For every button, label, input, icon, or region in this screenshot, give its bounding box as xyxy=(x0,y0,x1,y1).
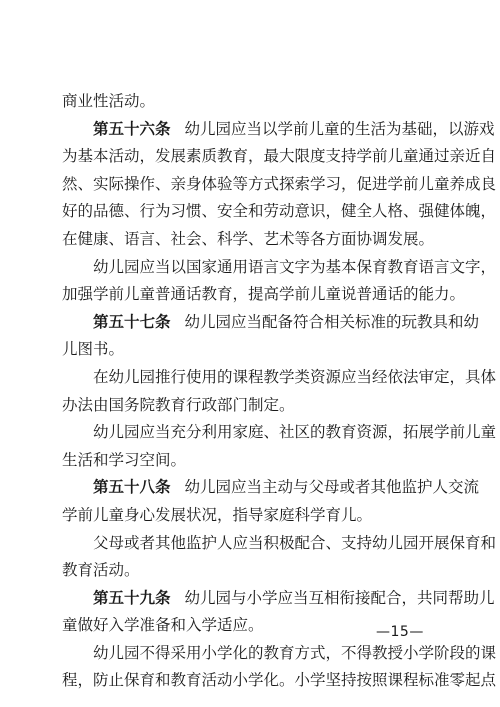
text-line xyxy=(62,640,497,668)
line-text: 在幼儿园推行使用的课程教学类资源应当经依法审定，具体 xyxy=(93,367,497,386)
line-text: 幼儿园应当以国家通用语言文字为基本保育教育语言文字， xyxy=(93,257,497,276)
line-text: 程，防止保育和教育活动小学化。小学坚持按照课程标准零起点 xyxy=(62,671,497,690)
line-text: 加强学前儿童普通话教育，提高学前儿童说普通话的能力。 xyxy=(62,285,466,304)
line-text: 幼儿园与小学应当互相衔接配合，共同帮助儿 xyxy=(184,588,495,607)
text-line xyxy=(62,364,497,392)
text-line xyxy=(62,392,434,420)
text-line xyxy=(62,309,480,337)
line-text: 在健康、语言、社会、科学、艺术等各方面协调发展。 xyxy=(62,229,435,248)
line-text: 幼儿园应当配备符合相关标准的玩教具和幼 xyxy=(184,312,480,331)
line-text: 为基本活动，发展素质教育，最大限度支持学前儿童通过亲近自 xyxy=(62,147,497,166)
article-number: 第五十八条 xyxy=(93,478,171,497)
line-text: 好的品德、行为习惯、安全和劳动意识，健全人格、强健体魄， xyxy=(62,202,497,221)
line-text: 生活和学习空间。 xyxy=(62,450,187,469)
text-line xyxy=(62,336,434,364)
text-line xyxy=(62,502,434,530)
line-text: 幼儿园应当主动与父母或者其他监护人交流 xyxy=(184,478,480,497)
text-line xyxy=(62,281,466,309)
text-line xyxy=(62,667,497,695)
text-line xyxy=(62,530,497,558)
text-line xyxy=(62,116,495,144)
line-text: 学前儿童身心发展状况，指导家庭科学育儿。 xyxy=(62,505,373,524)
body-text xyxy=(62,88,497,695)
line-text: 幼儿园不得采用小学化的教育方式，不得教授小学阶段的课 xyxy=(93,643,497,662)
text-line xyxy=(62,254,497,282)
line-text: 童做好入学准备和入学适应。 xyxy=(62,616,264,635)
article-number: 第五十六条 xyxy=(93,119,171,138)
text-line xyxy=(62,198,497,226)
text-line xyxy=(62,171,497,199)
text-line xyxy=(62,143,497,171)
article-number: 第五十七条 xyxy=(93,312,171,331)
line-text: 幼儿园应当充分利用家庭、社区的教育资源，拓展学前儿童 xyxy=(93,423,497,442)
line-text: 教育活动。 xyxy=(62,561,140,580)
text-line xyxy=(62,447,434,475)
line-text: 幼儿园应当以学前儿童的生活为基础，以游戏 xyxy=(184,119,495,138)
text-line xyxy=(62,226,434,254)
line-text: 父母或者其他监护人应当积极配合、支持幼儿园开展保育和 xyxy=(93,533,497,552)
line-text: 商业性活动。 xyxy=(62,92,156,110)
line-text: 然、实际操作、亲身体验等方式探索学习，促进学前儿童养成良 xyxy=(62,174,497,193)
text-line xyxy=(62,88,434,116)
text-line xyxy=(62,585,495,613)
line-text: 儿图书。 xyxy=(62,340,125,359)
text-line xyxy=(62,474,480,502)
text-line xyxy=(62,557,434,585)
page-number: —15— xyxy=(376,624,424,640)
line-text: 办法由国务院教育行政部门制定。 xyxy=(62,395,295,414)
text-line xyxy=(62,419,497,447)
article-number: 第五十九条 xyxy=(93,588,171,607)
